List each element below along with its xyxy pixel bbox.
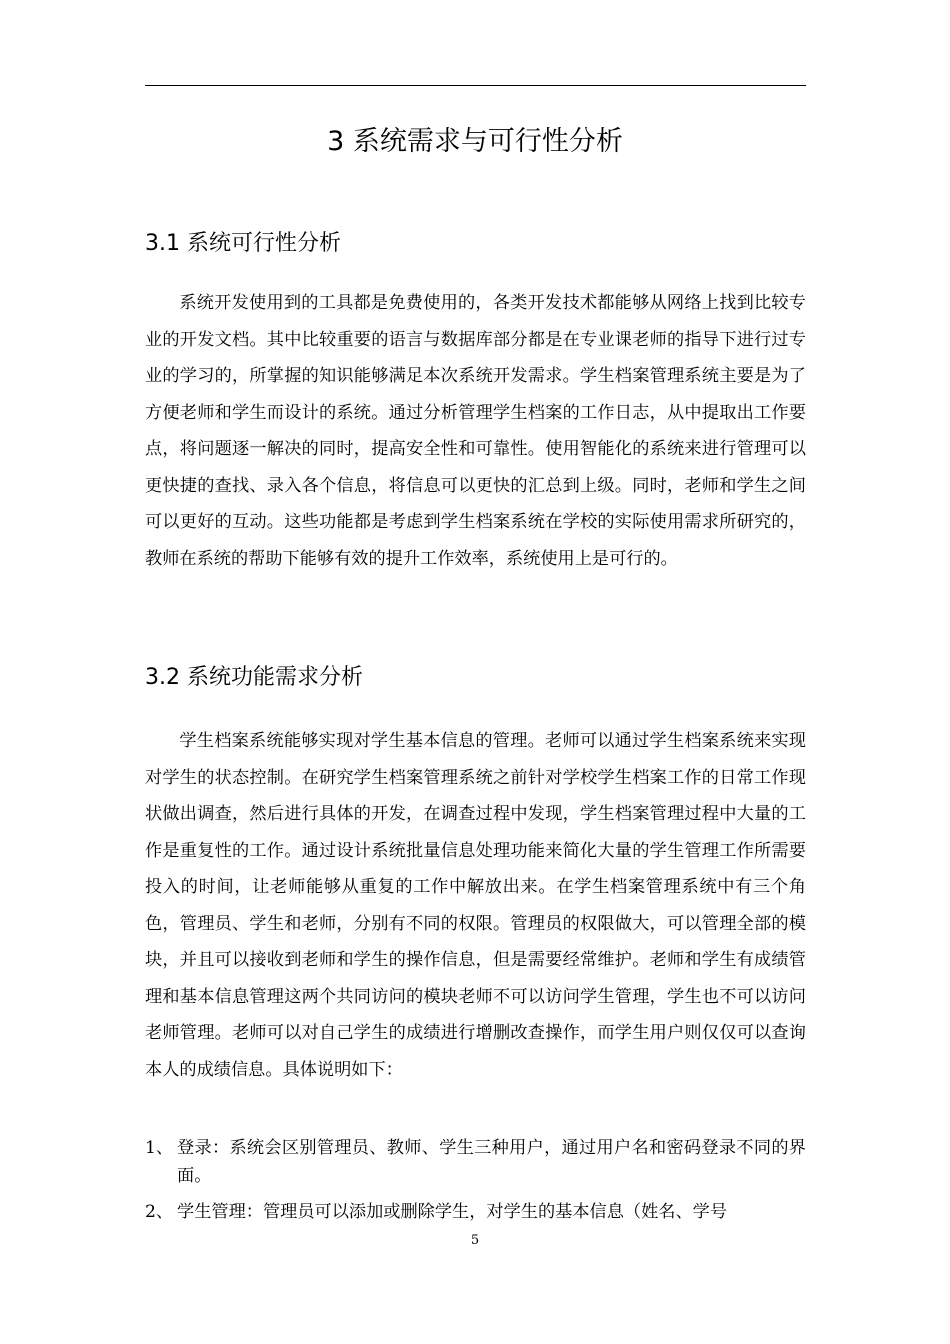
header-rule [145,85,806,86]
list-item [145,1134,806,1190]
list-item-number: 1、 [145,1138,174,1158]
list-item [145,1198,806,1226]
page-number: 5 [470,1233,480,1248]
list-item-text: 学生管理：管理员可以添加或删除学生，对学生的基本信息（姓名、学号 [177,1202,728,1222]
section-3-1-paragraph: 系统开发使用到的工具都是免费使用的，各类开发技术都能够从网络上找到比较专业的开发文档。其中比较重要的语言与数据库部分都是在专业课老师的指导下进行过专业的学习的，所掌握的知识能够满足本次系统开发需求。学生档案管理系统主要是为了方便老师和学生而设计的系统。通过分析管理学生档案的工作日志，从中提取出工作要点，将问题逐一解决的同时，提高安全性和可靠性。使用智能化的系统来进行管理可以更快捷的查找、录入各个信息，将信息可以更快的汇总到上级。同时，老师和学生之间可以更好的互动。这些功能都是考虑到学生档案系统在学校的实际使用需求所研究的，教师在系统的帮助下能够有效的提升工作效率，系统使用上是可行的。 [145,293,806,569]
list-item-number: 2、 [145,1202,174,1222]
requirements-list [145,1134,806,1234]
section-heading-3-2: 3.2 系统功能需求分析 [145,665,363,690]
section-heading-3-1: 3.1 系统可行性分析 [145,231,341,256]
chapter-title: 3 系统需求与可行性分析 [327,126,623,157]
section-3-2-paragraph: 学生档案系统能够实现对学生基本信息的管理。老师可以通过学生档案系统来实现对学生的状态控制。在研究学生档案管理系统之前针对学校学生档案工作的日常工作现状做出调查，然后进行具体的开发，在调查过程中发现，学生档案管理过程中大量的工作是重复性的工作。通过设计系统批量信息处理功能来简化大量的学生管理工作所需要投入的时间，让老师能够从重复的工作中解放出来。在学生档案管理系统中有三个角色，管理员、学生和老师，分别有不同的权限。管理员的权限做大，可以管理全部的模块，并且可以接收到老师和学生的操作信息，但是需要经常维护。老师和学生有成绩管理和基本信息管理这两个共同访问的模块老师不可以访问学生管理，学生也不可以访问老师管理。老师可以对自己学生的成绩进行增删改查操作，而学生用户则仅仅可以查询本人的成绩信息。具体说明如下： [145,731,806,1080]
list-item-text: 登录：系统会区别管理员、教师、学生三种用户，通过用户名和密码登录不同的界面。 [177,1138,806,1186]
